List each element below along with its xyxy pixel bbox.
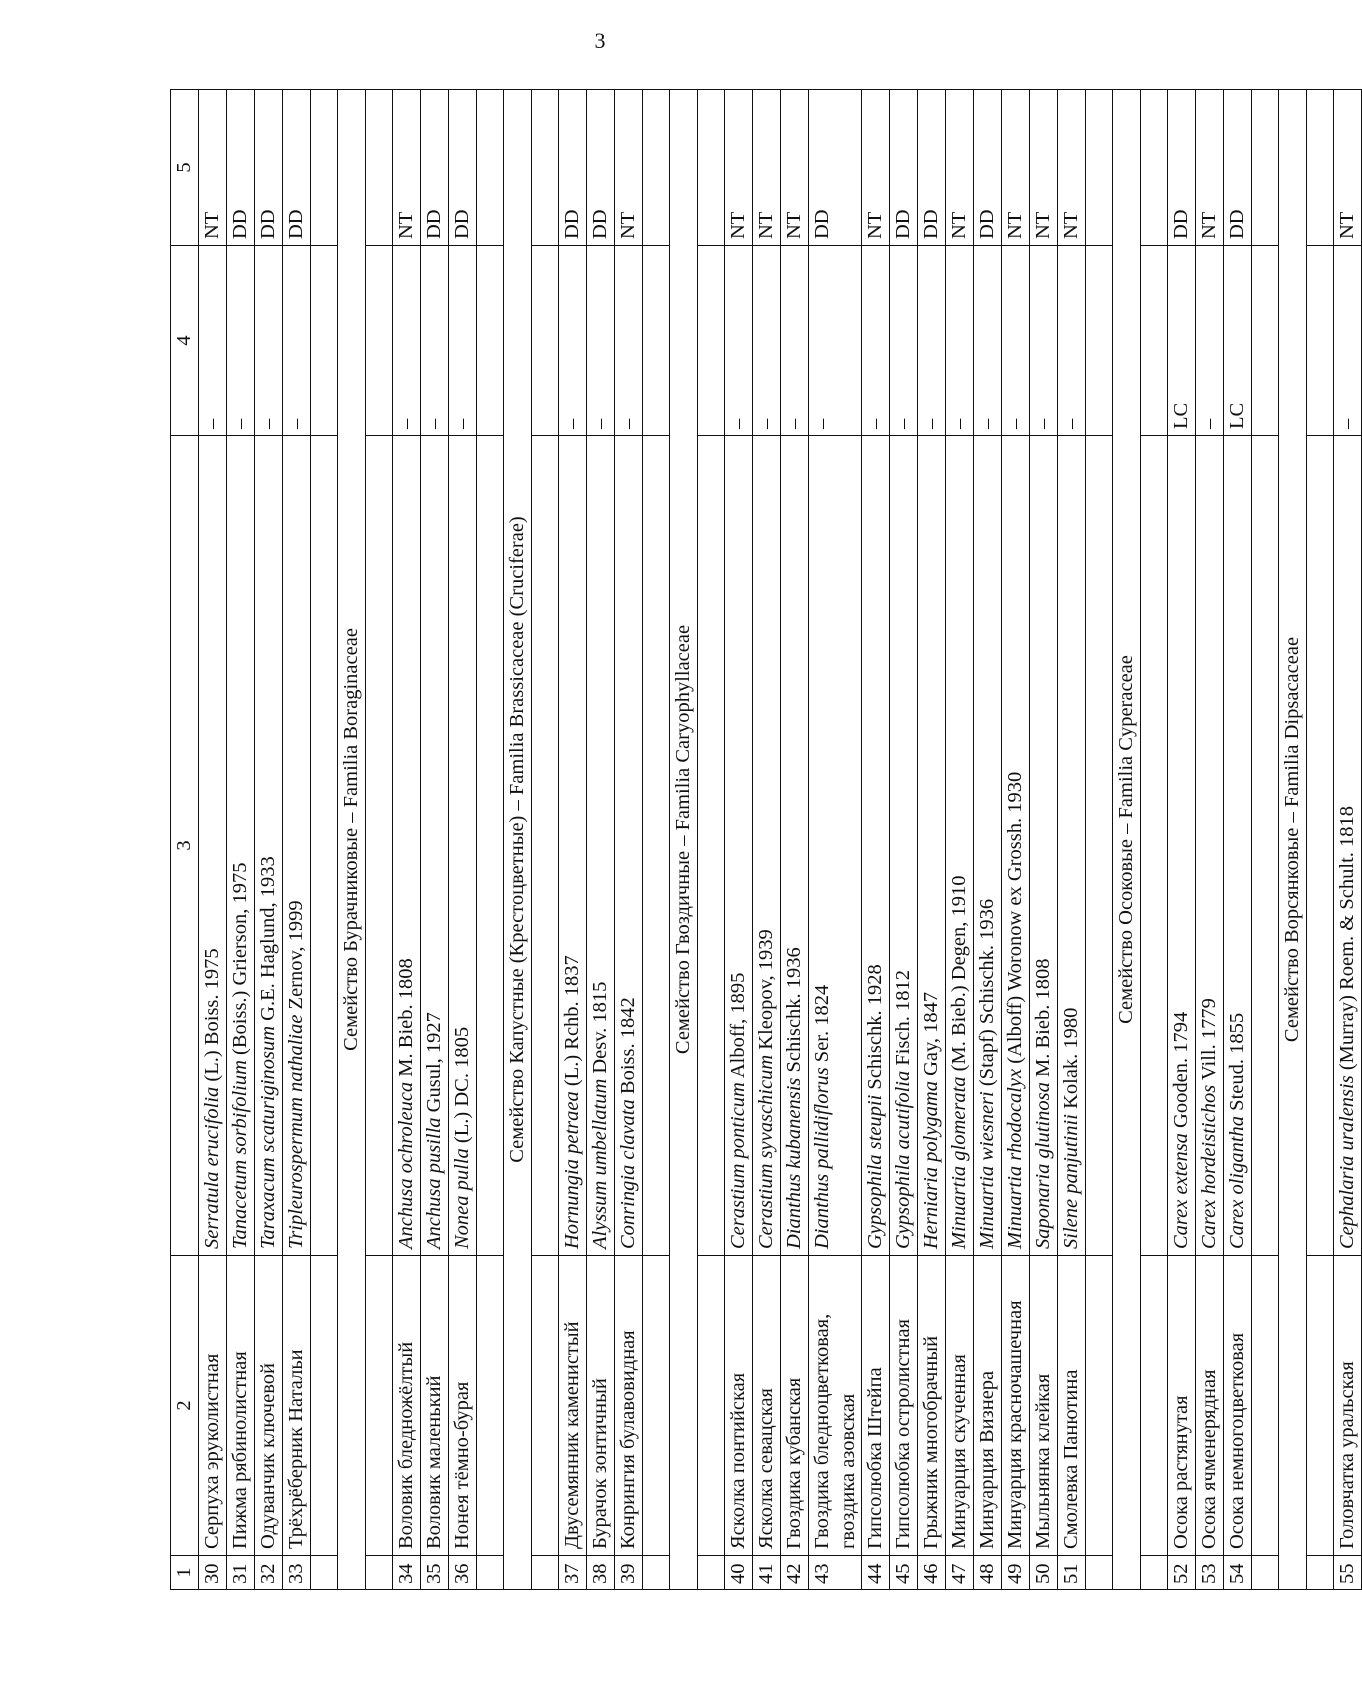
species-author: (L.) Boiss. 1975 [201, 948, 223, 1087]
spacer-cell [1307, 1556, 1334, 1590]
russian-name: Головчатка уральская [1334, 1256, 1362, 1556]
spacer-cell [311, 1556, 338, 1590]
status-column-5: DD [449, 90, 477, 246]
table-row [862, 90, 890, 1590]
status-column-5: DD [587, 90, 615, 246]
spacer-cell [1307, 90, 1334, 246]
spacer-cell [311, 246, 338, 436]
spacer-cell [1252, 436, 1279, 1256]
latin-name [946, 436, 974, 1256]
spacer-cell [477, 1256, 504, 1556]
family-header-row [338, 90, 366, 1590]
latin-name [1058, 436, 1086, 1256]
status-column-4: – [918, 246, 946, 436]
table-row [809, 90, 862, 1590]
spacer-cell [477, 246, 504, 436]
latin-binomial: Minuartia wiesneri [976, 1091, 998, 1249]
row-number: 38 [587, 1556, 615, 1590]
spacer-cell [1086, 1556, 1113, 1590]
species-author: G.E. Haglund, 1933 [257, 856, 279, 1026]
latin-name [781, 436, 809, 1256]
species-author: Schischk. 1936 [783, 947, 805, 1078]
spacer-cell [532, 90, 559, 246]
status-column-5: DD [890, 90, 918, 246]
row-number: 40 [725, 1556, 753, 1590]
status-column-4: – [449, 246, 477, 436]
spacer-cell [477, 436, 504, 1256]
latin-name [1224, 436, 1252, 1256]
spacer-cell [698, 90, 725, 246]
spacer-cell [1307, 1256, 1334, 1556]
russian-name: Воловик бледножёлтый [393, 1256, 421, 1556]
species-table [170, 89, 1362, 1590]
latin-binomial: Carex extensa [1170, 1133, 1192, 1249]
spacer-cell [643, 1556, 670, 1590]
spacer-cell [311, 436, 338, 1256]
status-column-4: – [1030, 246, 1058, 436]
latin-name [1168, 436, 1196, 1256]
status-column-4: LC [1168, 246, 1196, 436]
latin-name [255, 436, 283, 1256]
row-number: 51 [1058, 1556, 1086, 1590]
row-number: 53 [1196, 1556, 1224, 1590]
species-author: (Stapf) Schischk. 1936 [976, 898, 998, 1092]
status-column-5: NT [1058, 90, 1086, 246]
latin-binomial: Gypsophila acutifolia [892, 1070, 914, 1249]
latin-name [393, 436, 421, 1256]
table-row [283, 90, 311, 1590]
russian-name: Двусемянник каменистый [559, 1256, 587, 1556]
species-table-body [171, 90, 1362, 1590]
latin-name [283, 436, 311, 1256]
row-number: 32 [255, 1556, 283, 1590]
russian-name: Одуванчик ключевой [255, 1256, 283, 1556]
table-row [227, 90, 255, 1590]
species-author: Fisch. 1812 [892, 969, 914, 1071]
status-column-4: – [393, 246, 421, 436]
latin-binomial: Carex oligantha [1226, 1115, 1248, 1249]
spacer-cell [643, 90, 670, 246]
status-column-4: – [725, 246, 753, 436]
species-author: Gusul, 1927 [423, 1012, 445, 1118]
spacer-cell [311, 1256, 338, 1556]
spacer-cell [1141, 1256, 1168, 1556]
family-title: Семейство Бурачниковые – Familia Boraginaceae [338, 90, 366, 1590]
table-row [1334, 90, 1362, 1590]
table-row [1002, 90, 1030, 1590]
status-column-5: NT [946, 90, 974, 246]
species-author: Gay, 1847 [920, 991, 942, 1082]
spacer-cell [698, 246, 725, 436]
spacer-cell [1307, 246, 1334, 436]
row-number: 46 [918, 1556, 946, 1590]
spacer-cell [643, 246, 670, 436]
status-column-4: – [862, 246, 890, 436]
row-number: 37 [559, 1556, 587, 1590]
status-column-4: – [1334, 246, 1362, 436]
status-column-4: – [809, 246, 862, 436]
spacer-cell [366, 1256, 393, 1556]
latin-name [1002, 436, 1030, 1256]
status-column-5: DD [559, 90, 587, 246]
spacer-cell [643, 436, 670, 1256]
latin-binomial: Cerastium ponticum [727, 1082, 749, 1249]
row-number: 55 [1334, 1556, 1362, 1590]
table-row [449, 90, 477, 1590]
latin-name [559, 436, 587, 1256]
latin-binomial: Tanacetum sorbifolium [229, 1060, 251, 1249]
status-column-5: DD [974, 90, 1002, 246]
spacer-cell [1086, 246, 1113, 436]
status-column-5: NT [1196, 90, 1224, 246]
species-author: (Alboff) Woronow ex Grossh. 1930 [1004, 771, 1026, 1069]
family-header-row [1113, 90, 1141, 1590]
table-row [918, 90, 946, 1590]
russian-name: Грыжник многобрачный [918, 1256, 946, 1556]
spacer-row [366, 90, 393, 1590]
species-author: Kleopov, 1939 [755, 929, 777, 1055]
header-cell: 5 [171, 90, 199, 246]
spacer-row [698, 90, 725, 1590]
status-column-5: NT [1334, 90, 1362, 246]
status-column-5: NT [199, 90, 227, 246]
latin-name [753, 436, 781, 1256]
header-cell: 3 [171, 436, 199, 1256]
spacer-row [1307, 90, 1334, 1590]
status-column-5: DD [1224, 90, 1252, 246]
row-number: 52 [1168, 1556, 1196, 1590]
latin-name [974, 436, 1002, 1256]
row-number: 34 [393, 1556, 421, 1590]
spacer-row [477, 90, 504, 1590]
spacer-cell [643, 1256, 670, 1556]
table-row [421, 90, 449, 1590]
latin-binomial: Alyssum umbellatum [589, 1078, 611, 1249]
row-number: 49 [1002, 1556, 1030, 1590]
russian-name: Гвоздика кубанская [781, 1256, 809, 1556]
species-author: (L.) DC. 1805 [451, 1026, 473, 1149]
table-row [781, 90, 809, 1590]
family-header-row [504, 90, 532, 1590]
spacer-cell [1086, 436, 1113, 1256]
status-column-4: – [587, 246, 615, 436]
russian-name: Воловик маленький [421, 1256, 449, 1556]
latin-binomial: Carex hordeistichos [1198, 1084, 1220, 1249]
russian-name-line: гвоздика азовская [837, 1393, 859, 1549]
status-column-4: – [946, 246, 974, 436]
species-author: (M. Bieb.) Degen, 1910 [948, 875, 970, 1077]
spacer-row [1141, 90, 1168, 1590]
status-column-4: – [781, 246, 809, 436]
latin-binomial: Silene panjutinii [1060, 1114, 1082, 1249]
russian-name: Гипсолюбка остролистная [890, 1256, 918, 1556]
latin-name [890, 436, 918, 1256]
russian-name: Осока растянутая [1168, 1256, 1196, 1556]
russian-name: Минуарция скученная [946, 1256, 974, 1556]
spacer-row [1086, 90, 1113, 1590]
spacer-cell [1141, 246, 1168, 436]
spacer-cell [366, 436, 393, 1256]
status-column-5: NT [753, 90, 781, 246]
table-row [1058, 90, 1086, 1590]
status-column-5: NT [615, 90, 643, 246]
status-column-4: – [199, 246, 227, 436]
spacer-row [643, 90, 670, 1590]
page-number: 3 [594, 28, 606, 53]
status-column-5: NT [1030, 90, 1058, 246]
header-cell: 4 [171, 246, 199, 436]
status-column-4: LC [1224, 246, 1252, 436]
table-row [974, 90, 1002, 1590]
species-author: Ser. 1824 [811, 984, 833, 1068]
status-column-4: – [255, 246, 283, 436]
latin-binomial: Hornungia petraea [561, 1091, 583, 1249]
latin-binomial: Conringia clavata [617, 1099, 639, 1249]
spacer-cell [532, 436, 559, 1256]
spacer-cell [532, 1556, 559, 1590]
row-number: 35 [421, 1556, 449, 1590]
latin-binomial: Dianthus pallidiflorus [811, 1067, 833, 1249]
species-author: Boiss. 1842 [617, 997, 639, 1100]
table-row [753, 90, 781, 1590]
status-column-4: – [227, 246, 255, 436]
russian-name: Гипсолюбка Штейпа [862, 1256, 890, 1556]
status-column-4: – [974, 246, 1002, 436]
status-column-4: – [890, 246, 918, 436]
family-title: Семейство Осоковые – Familia Cyperaceae [1113, 90, 1141, 1590]
latin-binomial: Saponaria glutinosa [1032, 1082, 1054, 1249]
family-title: Семейство Ворсянковые – Familia Dipsacaceae [1279, 90, 1307, 1590]
status-column-5: DD [283, 90, 311, 246]
spacer-cell [1141, 90, 1168, 246]
row-number: 54 [1224, 1556, 1252, 1590]
status-column-4: – [421, 246, 449, 436]
spacer-cell [1252, 1256, 1279, 1556]
table-row [946, 90, 974, 1590]
latin-name [1030, 436, 1058, 1256]
table-row [1224, 90, 1252, 1590]
table-row [1196, 90, 1224, 1590]
russian-name: Пижма рябинолистная [227, 1256, 255, 1556]
row-number: 44 [862, 1556, 890, 1590]
latin-name [809, 436, 862, 1256]
russian-name [809, 1256, 862, 1556]
spacer-cell [477, 90, 504, 246]
status-column-5: DD [421, 90, 449, 246]
latin-binomial: Anchusa pusilla [423, 1117, 445, 1249]
table-row [890, 90, 918, 1590]
row-number: 42 [781, 1556, 809, 1590]
latin-name [449, 436, 477, 1256]
spacer-cell [311, 90, 338, 246]
latin-binomial: Taraxacum scaturiginosum [257, 1025, 279, 1249]
spacer-cell [532, 1256, 559, 1556]
russian-name: Мыльнянка клейкая [1030, 1256, 1058, 1556]
family-header-row [670, 90, 698, 1590]
spacer-cell [1307, 436, 1334, 1256]
species-table-rotated [170, 90, 1358, 1590]
species-author: Schischk. 1928 [864, 964, 886, 1095]
latin-binomial: Cephalaria uralensis [1336, 1075, 1358, 1249]
latin-name [227, 436, 255, 1256]
row-number: 31 [227, 1556, 255, 1590]
spacer-cell [698, 1556, 725, 1590]
status-column-4: – [283, 246, 311, 436]
russian-name: Смолевка Панютина [1058, 1256, 1086, 1556]
russian-name: Минуарция красночашечная [1002, 1256, 1030, 1556]
table-header-row [171, 90, 199, 1590]
header-cell: 1 [171, 1556, 199, 1590]
spacer-cell [477, 1556, 504, 1590]
russian-name: Трёхрёберник Натальи [283, 1256, 311, 1556]
latin-name [1196, 436, 1224, 1256]
row-number: 50 [1030, 1556, 1058, 1590]
russian-name: Нонея тёмно-бурая [449, 1256, 477, 1556]
status-column-5: NT [393, 90, 421, 246]
spacer-cell [1141, 1556, 1168, 1590]
row-number: 39 [615, 1556, 643, 1590]
latin-binomial: Nonea pulla [451, 1148, 473, 1249]
row-number: 41 [753, 1556, 781, 1590]
latin-binomial: Minuartia rhodocalyx [1004, 1068, 1026, 1249]
spacer-cell [1252, 90, 1279, 246]
russian-name: Ясколка понтийская [725, 1256, 753, 1556]
latin-name [862, 436, 890, 1256]
russian-name: Осока ячменерядная [1196, 1256, 1224, 1556]
status-column-5: DD [227, 90, 255, 246]
table-row [1030, 90, 1058, 1590]
russian-name: Минуарция Визнера [974, 1256, 1002, 1556]
status-column-5: DD [918, 90, 946, 246]
table-row [393, 90, 421, 1590]
latin-name [918, 436, 946, 1256]
table-row [615, 90, 643, 1590]
table-row [255, 90, 283, 1590]
latin-name [587, 436, 615, 1256]
status-column-5: DD [809, 90, 862, 246]
spacer-cell [1252, 1556, 1279, 1590]
row-number: 45 [890, 1556, 918, 1590]
row-number: 30 [199, 1556, 227, 1590]
russian-name-line: Гвоздика бледноцветковая, [811, 1313, 833, 1549]
row-number: 43 [809, 1556, 862, 1590]
status-column-5: NT [725, 90, 753, 246]
status-column-4: – [615, 246, 643, 436]
species-author: Steud. 1855 [1226, 1012, 1248, 1116]
status-column-5: NT [781, 90, 809, 246]
species-author: Kolak. 1980 [1060, 1007, 1082, 1115]
table-row [199, 90, 227, 1590]
table-row [1168, 90, 1196, 1590]
species-author: M. Bieb. 1808 [395, 958, 417, 1082]
spacer-cell [698, 1256, 725, 1556]
species-author: Vill. 1779 [1198, 998, 1220, 1085]
latin-binomial: Herniaria polygama [920, 1081, 942, 1249]
status-column-5: NT [1002, 90, 1030, 246]
spacer-cell [366, 90, 393, 246]
latin-binomial: Anchusa ochroleuca [395, 1081, 417, 1249]
latin-binomial: Cerastium syvaschicum [755, 1054, 777, 1249]
species-author: Zernov, 1999 [285, 900, 307, 1015]
spacer-cell [532, 246, 559, 436]
latin-binomial: Dianthus kubanensis [783, 1077, 805, 1249]
spacer-cell [366, 1556, 393, 1590]
status-column-4: – [559, 246, 587, 436]
species-author: (Boiss.) Grierson, 1975 [229, 862, 251, 1061]
table-row [587, 90, 615, 1590]
status-column-4: – [1058, 246, 1086, 436]
latin-binomial: Tripleurospermum nathaliae [285, 1014, 307, 1249]
russian-name: Бурачок зонтичный [587, 1256, 615, 1556]
spacer-cell [1086, 90, 1113, 246]
table-row [725, 90, 753, 1590]
status-column-4: – [1196, 246, 1224, 436]
row-number: 48 [974, 1556, 1002, 1590]
latin-binomial: Gypsophila steupii [864, 1094, 886, 1249]
family-title: Семейство Гвоздичные – Familia Caryophyllaceae [670, 90, 698, 1590]
species-author: (L.) Rchb. 1837 [561, 955, 583, 1092]
russian-name: Осока немногоцветковая [1224, 1256, 1252, 1556]
latin-name [1334, 436, 1362, 1256]
family-title: Семейство Капустные (Крестоцветные) – Familia Brassicaceae (Cruciferae) [504, 90, 532, 1590]
spacer-cell [698, 436, 725, 1256]
spacer-cell [1252, 246, 1279, 436]
russian-name: Конрингия булавовидная [615, 1256, 643, 1556]
status-column-5: DD [255, 90, 283, 246]
spacer-cell [1141, 436, 1168, 1256]
russian-name: Серпуха эруколистная [199, 1256, 227, 1556]
spacer-row [532, 90, 559, 1590]
row-number: 33 [283, 1556, 311, 1590]
species-author: Gooden. 1794 [1170, 1011, 1192, 1134]
latin-name [421, 436, 449, 1256]
row-number: 47 [946, 1556, 974, 1590]
header-cell: 2 [171, 1256, 199, 1556]
latin-binomial: Serratula erucifolia [201, 1086, 223, 1249]
spacer-row [1252, 90, 1279, 1590]
status-column-4: – [753, 246, 781, 436]
row-number: 36 [449, 1556, 477, 1590]
species-author: (Murray) Roem. & Schult. 1818 [1336, 805, 1358, 1076]
spacer-cell [366, 246, 393, 436]
latin-binomial: Minuartia glomerata [948, 1076, 970, 1249]
status-column-4: – [1002, 246, 1030, 436]
russian-name: Ясколка севацская [753, 1256, 781, 1556]
species-author: M. Bieb. 1808 [1032, 958, 1054, 1083]
status-column-5: NT [862, 90, 890, 246]
species-author: Alboff, 1895 [727, 972, 749, 1083]
table-row [559, 90, 587, 1590]
spacer-row [311, 90, 338, 1590]
latin-name [615, 436, 643, 1256]
family-header-row [1279, 90, 1307, 1590]
spacer-cell [1086, 1256, 1113, 1556]
latin-name [725, 436, 753, 1256]
latin-name [199, 436, 227, 1256]
status-column-5: DD [1168, 90, 1196, 246]
species-author: Desv. 1815 [589, 981, 611, 1079]
